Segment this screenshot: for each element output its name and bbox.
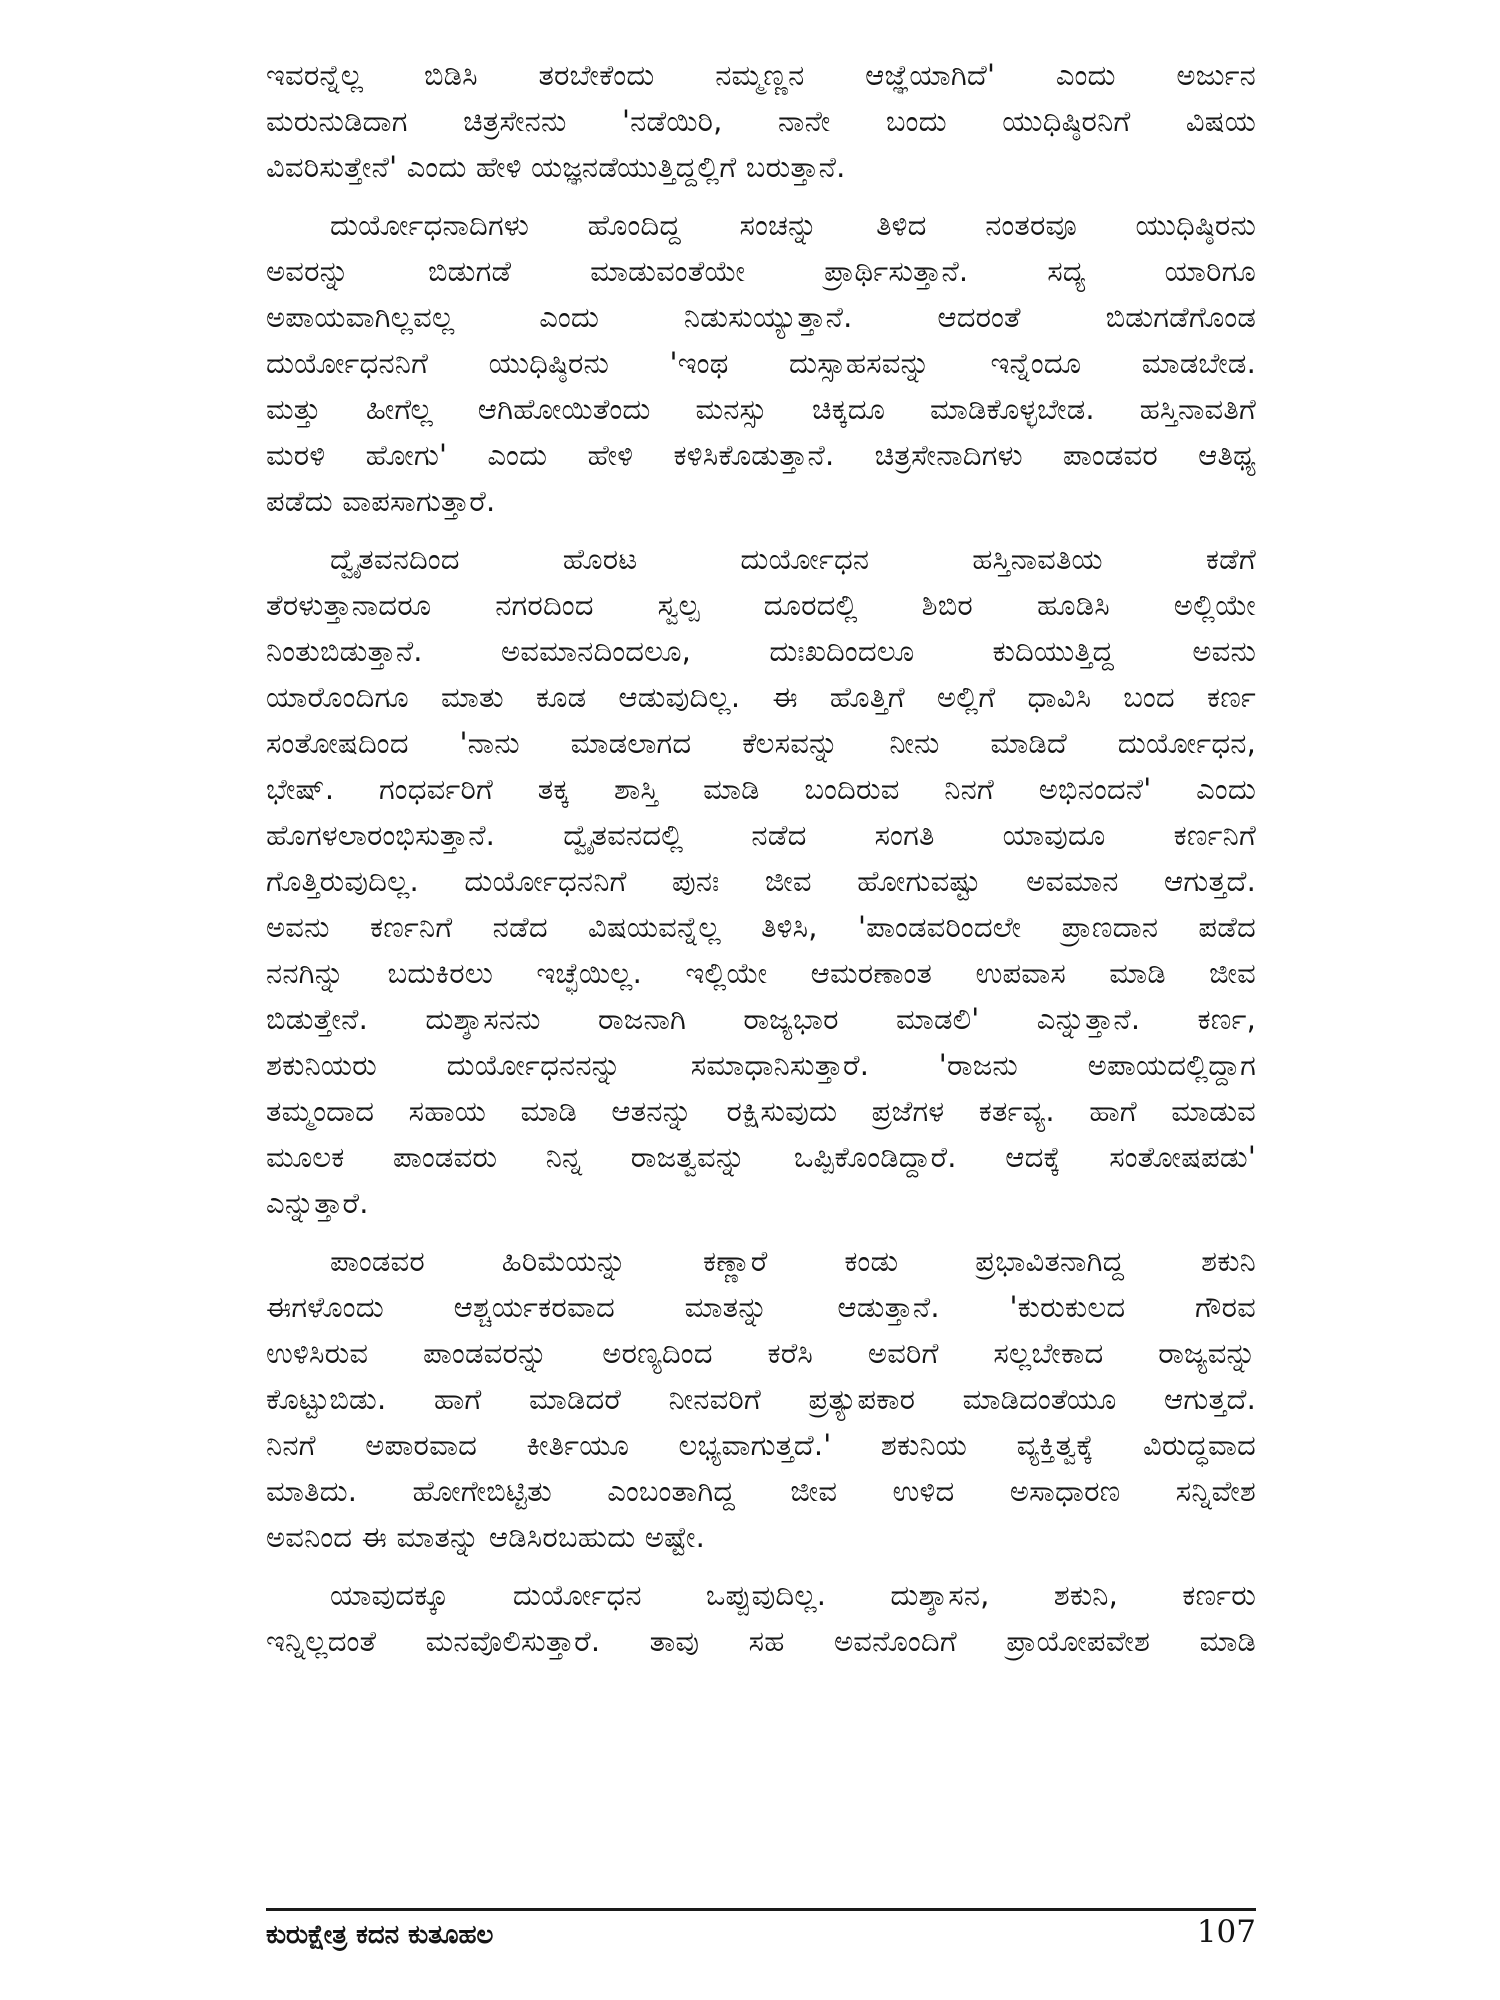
text-line: ಭೇಷ್. ಗಂಧರ್ವರಿಗೆ ತಕ್ಕ ಶಾಸ್ತಿ ಮಾಡಿ ಬಂದಿರುವ ನಿನಗೆ ಅಭಿನಂದನೆ' ಎಂದು (266, 772, 1256, 806)
text-line: ಗೊತ್ತಿರುವುದಿಲ್ಲ. ದುರ್ಯೋಧನನಿಗೆ ಪುನಃ ಜೀವ ಹೋಗುವಷ್ಟು ಅವಮಾನ ಆಗುತ್ತದೆ. (266, 864, 1256, 898)
text-line: ಈಗಳೊಂದು ಆಶ್ಚರ್ಯಕರವಾದ ಮಾತನ್ನು ಆಡುತ್ತಾನೆ. 'ಕುರುಕುಲದ ಗೌರವ (266, 1290, 1256, 1324)
text-line: ಶಕುನಿಯರು ದುರ್ಯೋಧನನನ್ನು ಸಮಾಧಾನಿಸುತ್ತಾರೆ. 'ರಾಜನು ಅಪಾಯದಲ್ಲಿದ್ದಾಗ (266, 1048, 1256, 1082)
book-title: ಕುರುಕ್ಷೇತ್ರ ಕದನ ಕುತೂಹಲ (266, 1920, 494, 1950)
paragraph-2 (266, 202, 1256, 524)
text-line: ಮತ್ತು ಹೀಗೆಲ್ಲ ಆಗಿಹೋಯಿತೆಂದು ಮನಸ್ಸು ಚಿಕ್ಕದೂ ಮಾಡಿಕೊಳ್ಳಬೇಡ. ಹಸ್ತಿನಾವತಿಗೆ (266, 392, 1256, 426)
text-line: ತಮ್ಮಂದಾದ ಸಹಾಯ ಮಾಡಿ ಆತನನ್ನು ರಕ್ಷಿಸುವುದು ಪ್ರಜೆಗಳ ಕರ್ತವ್ಯ. ಹಾಗೆ ಮಾಡುವ (266, 1094, 1256, 1128)
text-line: ಯಾರೊಂದಿಗೂ ಮಾತು ಕೂಡ ಆಡುವುದಿಲ್ಲ. ಈ ಹೊತ್ತಿಗೆ ಅಲ್ಲಿಗೆ ಧಾವಿಸಿ ಬಂದ ಕರ್ಣ (266, 680, 1256, 714)
text-line: ನಿಂತುಬಿಡುತ್ತಾನೆ. ಅವಮಾನದಿಂದಲೂ, ದುಃಖದಿಂದಲೂ ಕುದಿಯುತ್ತಿದ್ದ ಅವನು (266, 634, 1256, 668)
text-line: ಅವನಿಂದ ಈ ಮಾತನ್ನು ಆಡಿಸಿರಬಹುದು ಅಷ್ಟೇ. (266, 1520, 706, 1554)
paragraph-1 (266, 52, 1256, 190)
text-line: ಸಂತೋಷದಿಂದ 'ನಾನು ಮಾಡಲಾಗದ ಕೆಲಸವನ್ನು ನೀನು ಮಾಡಿದೆ ದುರ್ಯೋಧನ, (266, 726, 1256, 760)
text-line: ವಿವರಿಸುತ್ತೇನೆ' ಎಂದು ಹೇಳಿ ಯಜ್ಞನಡೆಯುತ್ತಿದ್ದಲ್ಲಿಗೆ ಬರುತ್ತಾನೆ. (266, 150, 846, 184)
paragraph-4 (266, 1238, 1256, 1560)
text-line: ಮರುನುಡಿದಾಗ ಚಿತ್ರಸೇನನು 'ನಡೆಯಿರಿ, ನಾನೇ ಬಂದು ಯುಧಿಷ್ಠಿರನಿಗೆ ವಿಷಯ (266, 104, 1256, 138)
text-line: ಅಪಾಯವಾಗಿಲ್ಲವಲ್ಲ ಎಂದು ನಿಡುಸುಯ್ಯುತ್ತಾನೆ. ಆದರಂತೆ ಬಿಡುಗಡೆಗೊಂಡ (266, 300, 1256, 334)
text-line: ದುರ್ಯೋಧನನಿಗೆ ಯುಧಿಷ್ಠಿರನು 'ಇಂಥ ದುಸ್ಸಾಹಸವನ್ನು ಇನ್ನೆಂದೂ ಮಾಡಬೇಡ. (266, 346, 1256, 380)
footer-divider (266, 1908, 1256, 1911)
text-line: ದುರ್ಯೋಧನಾದಿಗಳು ಹೊಂದಿದ್ದ ಸಂಚನ್ನು ತಿಳಿದ ನಂತರವೂ ಯುಧಿಷ್ಠಿರನು (330, 208, 1256, 242)
text-line: ಎನ್ನುತ್ತಾರೆ. (266, 1186, 369, 1220)
text-line: ಪಾಂಡವರ ಹಿರಿಮೆಯನ್ನು ಕಣ್ಣಾರೆ ಕಂಡು ಪ್ರಭಾವಿತನಾಗಿದ್ದ ಶಕುನಿ (330, 1244, 1256, 1278)
text-line: ಉಳಿಸಿರುವ ಪಾಂಡವರನ್ನು ಅರಣ್ಯದಿಂದ ಕರೆಸಿ ಅವರಿಗೆ ಸಲ್ಲಬೇಕಾದ ರಾಜ್ಯವನ್ನು (266, 1336, 1256, 1370)
paragraph-5 (266, 1572, 1256, 1664)
text-line: ಅವನು ಕರ್ಣನಿಗೆ ನಡೆದ ವಿಷಯವನ್ನೆಲ್ಲ ತಿಳಿಸಿ, 'ಪಾಂಡವರಿಂದಲೇ ಪ್ರಾಣದಾನ ಪಡೆದ (266, 910, 1256, 944)
text-line: ಮೂಲಕ ಪಾಂಡವರು ನಿನ್ನ ರಾಜತ್ವವನ್ನು ಒಪ್ಪಿಕೊಂಡಿದ್ದಾರೆ. ಆದಕ್ಕೆ ಸಂತೋಷಪಡು' (266, 1140, 1256, 1174)
paragraph-3 (266, 536, 1256, 1226)
page-number: 107 (1196, 1914, 1256, 1950)
text-line: ತೆರಳುತ್ತಾನಾದರೂ ನಗರದಿಂದ ಸ್ವಲ್ಪ ದೂರದಲ್ಲಿ ಶಿಬಿರ ಹೂಡಿಸಿ ಅಲ್ಲಿಯೇ (266, 588, 1256, 622)
text-line: ಕೊಟ್ಟುಬಿಡು. ಹಾಗೆ ಮಾಡಿದರೆ ನೀನವರಿಗೆ ಪ್ರತ್ಯುಪಕಾರ ಮಾಡಿದಂತೆಯೂ ಆಗುತ್ತದೆ. (266, 1382, 1256, 1416)
text-line: ನನಗಿನ್ನು ಬದುಕಿರಲು ಇಚ್ಛೆಯಿಲ್ಲ. ಇಲ್ಲಿಯೇ ಆಮರಣಾಂತ ಉಪವಾಸ ಮಾಡಿ ಜೀವ (266, 956, 1256, 990)
text-line: ನಿನಗೆ ಅಪಾರವಾದ ಕೀರ್ತಿಯೂ ಲಭ್ಯವಾಗುತ್ತದೆ.' ಶಕುನಿಯ ವ್ಯಕ್ತಿತ್ವಕ್ಕೆ ವಿರುದ್ಧವಾದ (266, 1428, 1256, 1462)
text-line: ಬಿಡುತ್ತೇನೆ. ದುಶ್ಶಾಸನನು ರಾಜನಾಗಿ ರಾಜ್ಯಭಾರ ಮಾಡಲಿ' ಎನ್ನುತ್ತಾನೆ. ಕರ್ಣ, (266, 1002, 1256, 1036)
text-line: ಮರಳಿ ಹೋಗು' ಎಂದು ಹೇಳಿ ಕಳಿಸಿಕೊಡುತ್ತಾನೆ. ಚಿತ್ರಸೇನಾದಿಗಳು ಪಾಂಡವರ ಆತಿಥ್ಯ (266, 438, 1256, 472)
text-line: ಹೊಗಳಲಾರಂಭಿಸುತ್ತಾನೆ. ದ್ವೈತವನದಲ್ಲಿ ನಡೆದ ಸಂಗತಿ ಯಾವುದೂ ಕರ್ಣನಿಗೆ (266, 818, 1256, 852)
text-line: ಮಾತಿದು. ಹೋಗೇಬಿಟ್ಟಿತು ಎಂಬಂತಾಗಿದ್ದ ಜೀವ ಉಳಿದ ಅಸಾಧಾರಣ ಸನ್ನಿವೇಶ (266, 1474, 1256, 1508)
text-line: ಇವರನ್ನೆಲ್ಲ ಬಿಡಿಸಿ ತರಬೇಕೆಂದು ನಮ್ಮಣ್ಣನ ಆಜ್ಞೆಯಾಗಿದೆ' ಎಂದು ಅರ್ಜುನ (266, 58, 1256, 92)
body-text (266, 52, 1256, 1676)
text-line: ಯಾವುದಕ್ಕೂ ದುರ್ಯೋಧನ ಒಪ್ಪುವುದಿಲ್ಲ. ದುಶ್ಶಾಸನ, ಶಕುನಿ, ಕರ್ಣರು (330, 1578, 1256, 1612)
text-line: ಇನ್ನಿಲ್ಲದಂತೆ ಮನವೊಲಿಸುತ್ತಾರೆ. ತಾವು ಸಹ ಅವನೊಂದಿಗೆ ಪ್ರಾಯೋಪವೇಶ ಮಾಡಿ (266, 1624, 1256, 1658)
text-line: ಅವರನ್ನು ಬಿಡುಗಡೆ ಮಾಡುವಂತೆಯೇ ಪ್ರಾರ್ಥಿಸುತ್ತಾನೆ. ಸದ್ಯ ಯಾರಿಗೂ (266, 254, 1256, 288)
text-line: ದ್ವೈತವನದಿಂದ ಹೊರಟ ದುರ್ಯೋಧನ ಹಸ್ತಿನಾವತಿಯ ಕಡೆಗೆ (330, 542, 1256, 576)
text-line: ಪಡೆದು ವಾಪಸಾಗುತ್ತಾರೆ. (266, 484, 496, 518)
